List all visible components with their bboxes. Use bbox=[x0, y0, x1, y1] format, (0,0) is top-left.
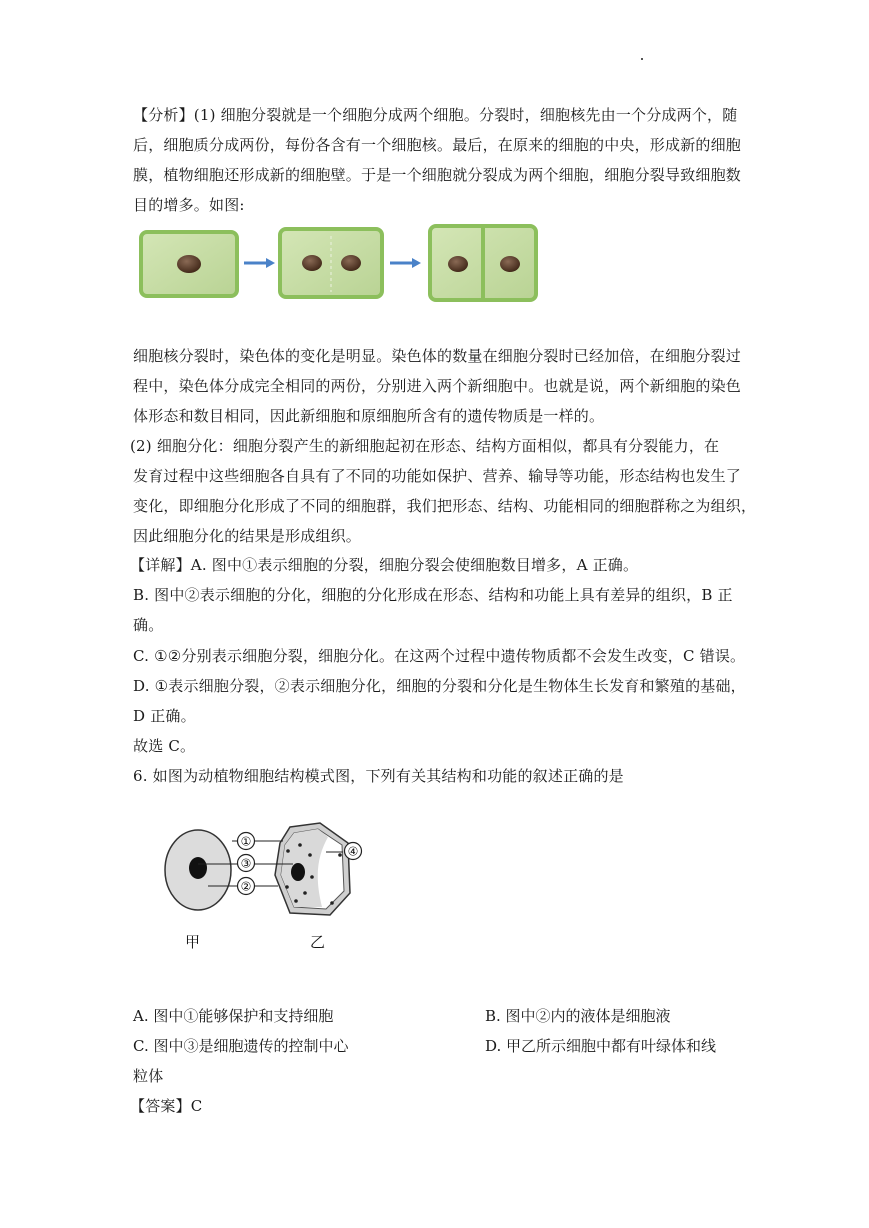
detail-line: 故选 C。 bbox=[133, 737, 196, 755]
detail-line: D 正确。 bbox=[133, 707, 196, 725]
analysis-line: 因此细胞分化的结果是形成组织。 bbox=[133, 527, 362, 545]
label-2-text: ② bbox=[240, 879, 252, 894]
page-mark-dot bbox=[641, 58, 643, 60]
analysis-line: 细胞核分裂时，染色体的变化是明显。染色体的数量在细胞分裂时已经加倍，在细胞分裂过 bbox=[133, 347, 742, 365]
analysis-line: 程中，染色体分成完全相同的两份，分别进入两个新细胞中。也就是说，两个新细胞的染色 bbox=[133, 377, 742, 395]
option-b: B. 图中②内的液体是细胞液 bbox=[485, 1007, 671, 1025]
nucleus bbox=[177, 255, 201, 273]
nucleus bbox=[302, 255, 322, 271]
analysis-line: 膜，植物细胞还形成新的细胞壁。于是一个细胞就分裂成为两个细胞，细胞分裂导致细胞数 bbox=[133, 166, 742, 184]
label-1-text: ① bbox=[240, 834, 252, 849]
nucleus bbox=[500, 256, 520, 272]
label-1 bbox=[238, 833, 255, 850]
plant-cell bbox=[275, 823, 350, 915]
analysis-line: 体形态和数目相同，因此新细胞和原细胞所含有的遗传物质是一样的。 bbox=[133, 407, 605, 425]
nucleus bbox=[341, 255, 361, 271]
detail-line: D. ①表示细胞分裂，②表示细胞分化，细胞的分裂和分化是生物体生长发育和繁殖的基础， bbox=[133, 677, 746, 695]
arrow-icon bbox=[244, 258, 275, 268]
animal-cell bbox=[165, 830, 231, 910]
detail-line: B. 图中②表示细胞的分化，细胞的分化形成在形态、结构和功能上具有差异的组织，B 正 bbox=[133, 586, 733, 604]
detail-line: C. ①②分别表示细胞分裂，细胞分化。在这两个过程中遗传物质都不会发生改变，C 错误。 bbox=[133, 647, 746, 665]
option-c: C. 图中③是细胞遗传的控制中心 bbox=[133, 1037, 349, 1055]
single-cell bbox=[141, 232, 237, 296]
detail-line: 确。 bbox=[133, 616, 164, 634]
option-d: D. 甲乙所示细胞中都有叶绿体和线 bbox=[485, 1037, 717, 1055]
question-stem: 6. 如图为动植物细胞结构模式图，下列有关其结构和功能的叙述正确的是 bbox=[133, 767, 624, 785]
caption-jia: 甲 bbox=[185, 933, 201, 951]
answer: 【答案】C bbox=[130, 1097, 203, 1115]
label-4-text: ④ bbox=[347, 844, 359, 859]
analysis-line: 变化，即细胞分化形成了不同的细胞群，我们把形态、结构、功能相同的细胞群称之为组织， bbox=[133, 497, 757, 515]
analysis-line: 【分析】(1) 细胞分裂就是一个细胞分成两个细胞。分裂时，细胞核先由一个分成两个，随 bbox=[133, 106, 738, 124]
analysis-line: 后，细胞质分成两份，每份各含有一个细胞核。最后，在原来的细胞的中央，形成新的细胞 bbox=[133, 136, 742, 154]
nucleus bbox=[448, 256, 468, 272]
analysis-line: 发育过程中这些细胞各自具有了不同的功能如保护、营养、输导等功能，形态结构也发生了 bbox=[133, 467, 742, 485]
detail-line: 【详解】A. 图中①表示细胞的分裂，细胞分裂会使细胞数目增多，A 正确。 bbox=[130, 556, 639, 574]
arrow-icon bbox=[390, 258, 421, 268]
analysis-line: 目的增多。如图: bbox=[133, 196, 245, 214]
daughter-cells bbox=[430, 226, 536, 300]
option-d-continued: 粒体 bbox=[133, 1067, 164, 1085]
option-a: A. 图中①能够保护和支持细胞 bbox=[133, 1007, 334, 1025]
caption-yi: 乙 bbox=[310, 933, 326, 951]
label-3 bbox=[238, 855, 255, 872]
label-2 bbox=[238, 878, 255, 895]
label-3-text: ③ bbox=[240, 856, 252, 871]
dividing-cell bbox=[280, 229, 382, 297]
cell-structure-figure bbox=[160, 815, 390, 955]
analysis-line: (2) 细胞分化：细胞分裂产生的新细胞起初在形态、结构方面相似，都具有分裂能力，在 bbox=[130, 437, 720, 455]
cell-division-figure bbox=[138, 222, 548, 304]
label-4 bbox=[345, 843, 362, 860]
